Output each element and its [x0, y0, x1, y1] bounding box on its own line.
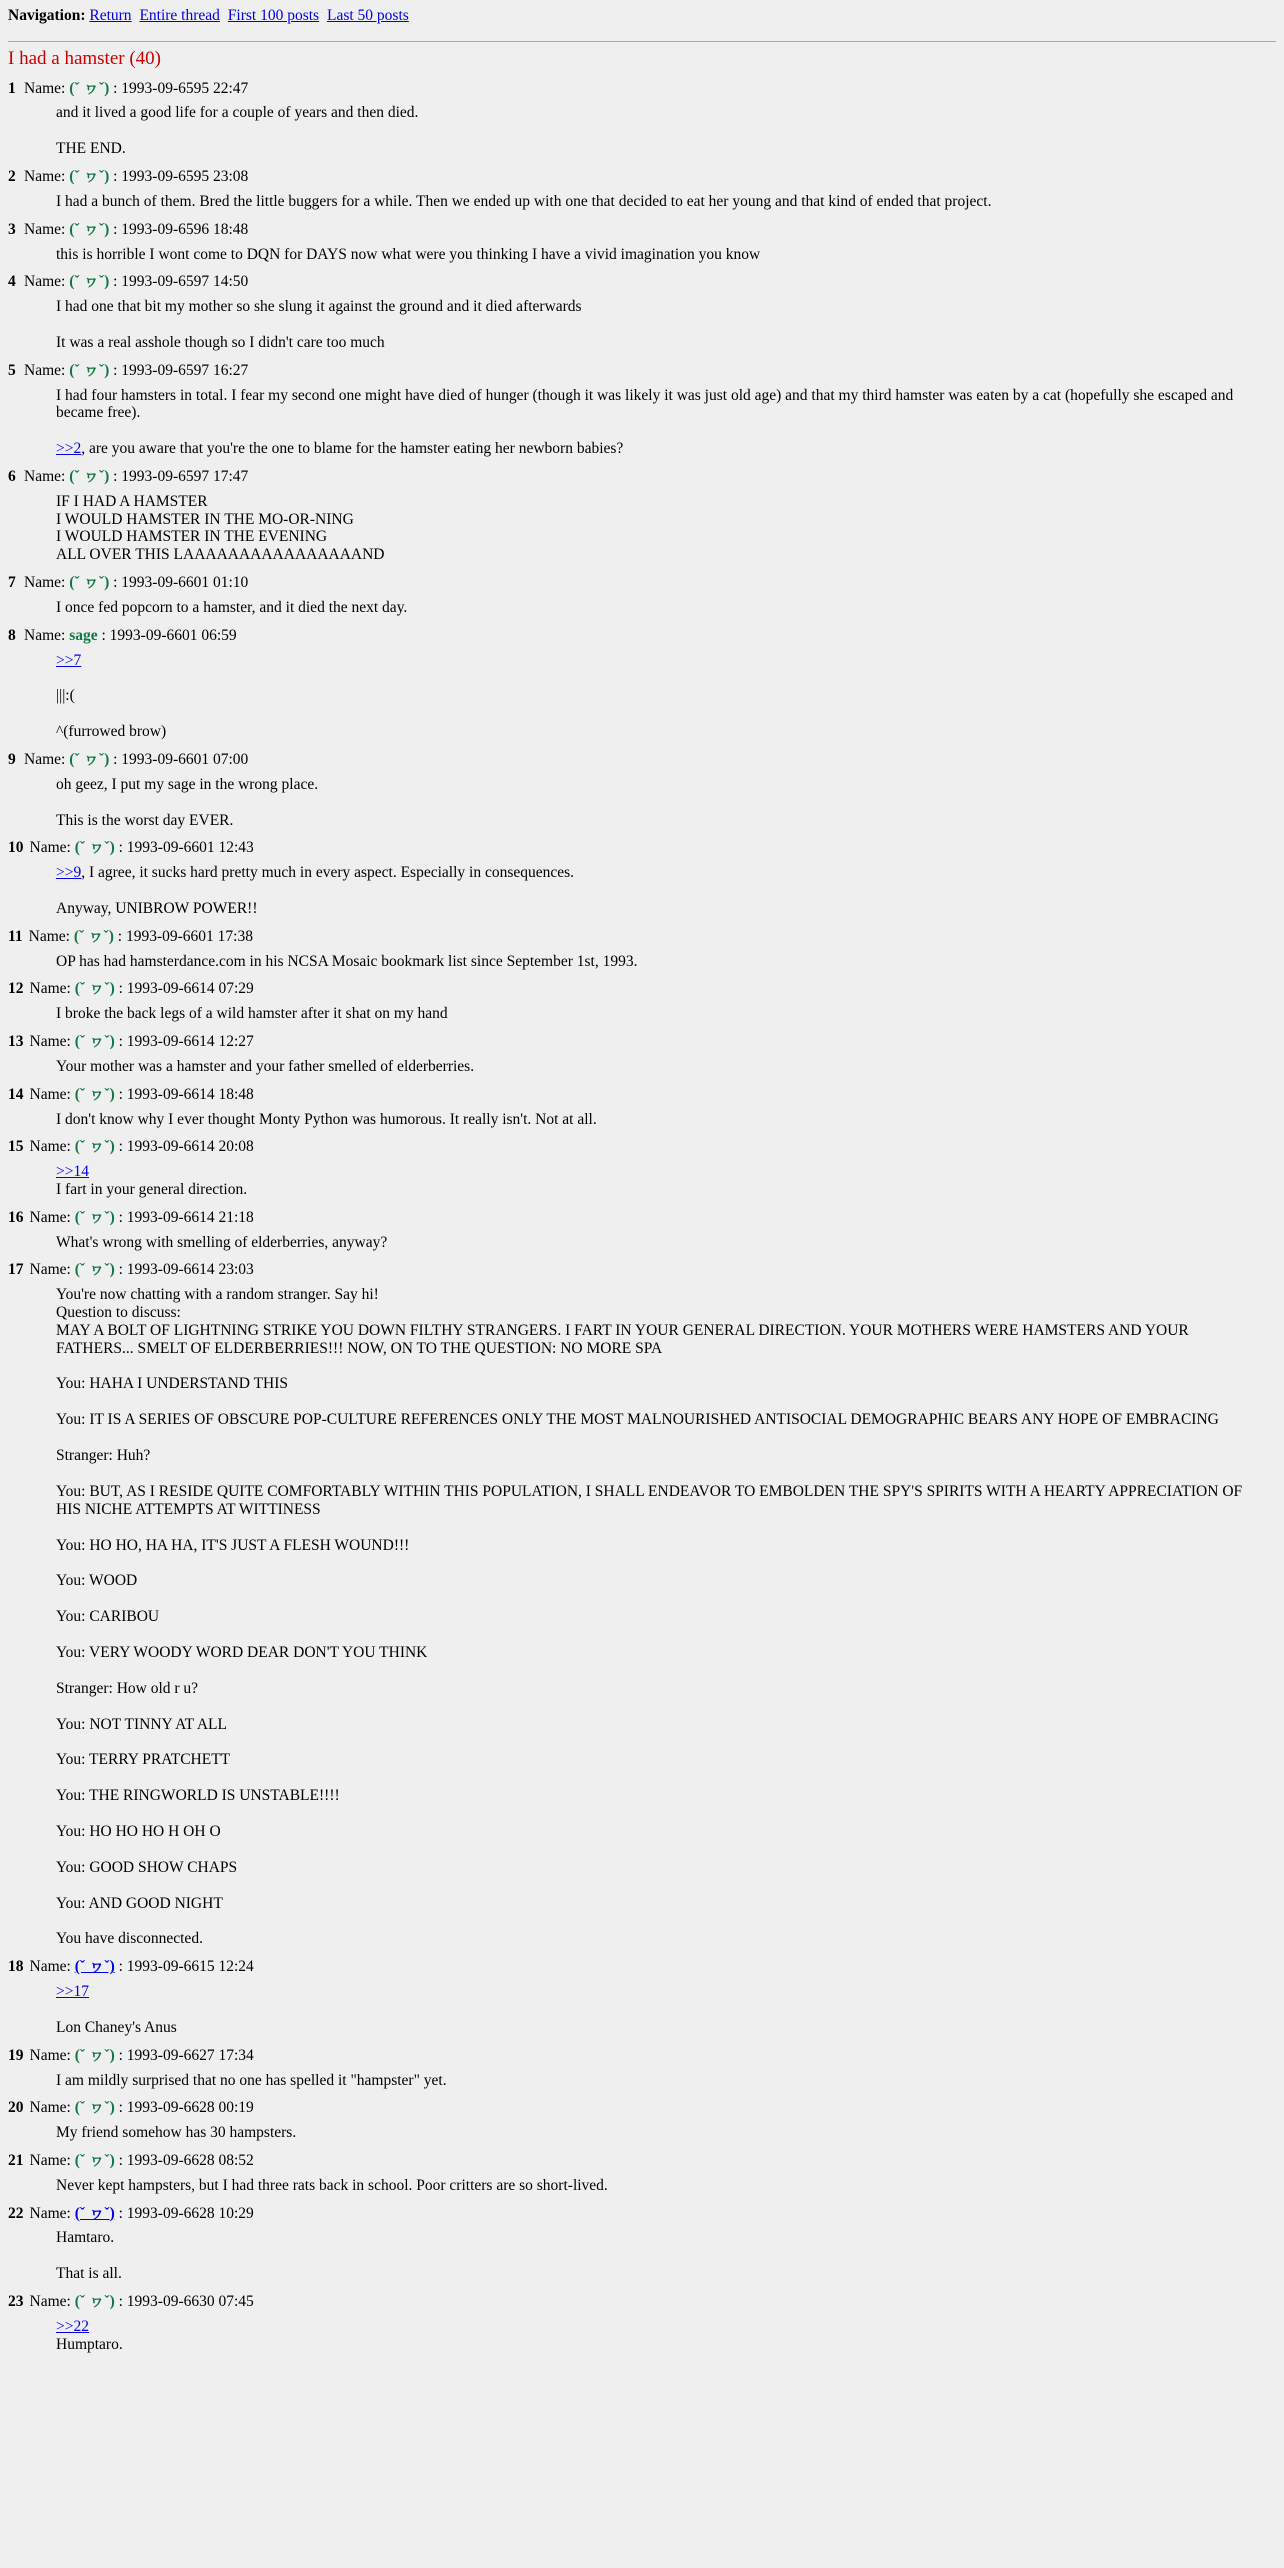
post-number: 14 — [8, 1085, 24, 1103]
post-header — [8, 80, 1276, 98]
name-label: Name: — [29, 839, 75, 857]
post — [8, 168, 1276, 211]
poster-name: (ˇ ヮˇ) — [69, 273, 110, 291]
post-text: You: AND GOOD NIGHT — [56, 1894, 223, 1912]
poster-name: (ˇ ヮˇ) — [74, 1033, 115, 1051]
post — [8, 2152, 1276, 2195]
name-label: Name: — [24, 626, 70, 644]
post — [8, 1138, 1276, 1198]
post-date: : 1993-09-6601 01:10 — [109, 574, 249, 592]
post-lines — [56, 493, 1256, 564]
post-line: I WOULD HAMSTER IN THE EVENING — [56, 528, 328, 546]
post-body — [56, 2072, 1256, 2090]
post — [8, 2047, 1276, 2090]
post-header — [8, 168, 1276, 186]
post-text: My friend somehow has 30 hampsters. — [56, 2124, 297, 2142]
name-label: Name: — [24, 750, 70, 768]
post-body — [56, 298, 1256, 352]
post-text: I had one that bit my mother so she slung it against the ground and it died afterwards — [56, 298, 582, 316]
post-header — [8, 221, 1276, 239]
post-text: ^(furrowed brow) — [56, 723, 167, 741]
name-label: Name: — [29, 1261, 75, 1279]
post-body — [56, 1234, 1256, 1252]
post-header — [8, 839, 1276, 857]
poster-name[interactable]: (ˇ ヮˇ) — [74, 2204, 115, 2222]
post-body — [56, 387, 1256, 458]
poster-name[interactable]: (ˇ ヮˇ) — [74, 1958, 115, 1976]
post-date: : 1993-09-6627 17:34 — [114, 2046, 254, 2064]
post — [8, 221, 1276, 264]
poster-name: (ˇ ヮˇ) — [74, 1138, 115, 1156]
name-label: Name: — [24, 361, 70, 379]
post-body — [56, 864, 1256, 918]
post-text: I am mildly surprised that no one has spelled it "hampster" yet. — [56, 2071, 447, 2089]
post-body — [56, 2177, 1256, 2195]
poster-name: (ˇ ヮˇ) — [69, 168, 110, 186]
reply-link[interactable]: >>7 — [56, 651, 82, 669]
post — [8, 1958, 1276, 2036]
post — [8, 362, 1276, 458]
poster-name: (ˇ ヮˇ) — [74, 1208, 115, 1226]
post-body — [56, 1111, 1256, 1129]
thread-title: I had a hamster (40) — [8, 47, 161, 69]
post-text: Your mother was a hamster and your father smelled of elderberries. — [56, 1057, 475, 1075]
post-number: 6 — [8, 468, 16, 486]
poster-name: (ˇ ヮˇ) — [69, 468, 110, 486]
name-label: Name: — [29, 2046, 75, 2064]
post-number: 22 — [8, 2204, 24, 2222]
post — [8, 273, 1276, 351]
post-body — [56, 1163, 1256, 1199]
name-label: Name: — [29, 1958, 75, 1976]
post-text: You: BUT, AS I RESIDE QUITE COMFORTABLY WITHIN THIS POPULATION, I SHALL ENDEAVOR TO EMBOLDEN THE SPY'S SPIRITS WITH A HEARTY APPRECIATION OF HIS NICHE ATTEMPTS AT WITTINESS — [56, 1482, 1243, 1518]
name-label: Name: — [24, 220, 70, 238]
nav-link-entire-thread[interactable]: Entire thread — [139, 7, 220, 24]
post-number: 4 — [8, 273, 16, 291]
post-date: : 1993-09-6614 20:08 — [114, 1138, 254, 1156]
poster-name: (ˇ ヮˇ) — [74, 839, 115, 857]
post — [8, 1086, 1276, 1129]
post-header — [8, 1209, 1276, 1227]
post-body — [56, 776, 1256, 830]
post-number: 5 — [8, 361, 16, 379]
reply-text: , are you aware that you're the one to blame for the hamster eating her newborn babies? — [81, 440, 624, 458]
post-date: : 1993-09-6596 18:48 — [109, 220, 249, 238]
post — [8, 751, 1276, 829]
post-body — [56, 1005, 1256, 1023]
post-date: : 1993-09-6601 17:38 — [113, 927, 253, 945]
post-text: You: NOT TINNY AT ALL — [56, 1715, 227, 1733]
post-number: 18 — [8, 1958, 24, 1976]
post-lines — [56, 1286, 1256, 1357]
poster-name: (ˇ ヮˇ) — [74, 1261, 115, 1279]
name-label: Name: — [29, 2099, 75, 2117]
poster-name: (ˇ ヮˇ) — [74, 2046, 115, 2064]
post — [8, 627, 1276, 741]
post-text: You: HAHA I UNDERSTAND THIS — [56, 1375, 289, 1393]
post-date: : 1993-09-6614 12:27 — [114, 1033, 254, 1051]
post-text: I broke the back legs of a wild hamster after it shat on my hand — [56, 1005, 448, 1023]
post-header — [8, 468, 1276, 486]
poster-name: (ˇ ヮˇ) — [74, 2293, 115, 2311]
name-label: Name: — [29, 2151, 75, 2169]
post-text — [56, 864, 1256, 882]
post-text: and it lived a good life for a couple of years and then died. — [56, 104, 419, 122]
reply-link[interactable]: >>9 — [56, 864, 82, 882]
navigation-bar — [8, 7, 1276, 25]
post-text: You: THE RINGWORLD IS UNSTABLE!!!! — [56, 1787, 340, 1805]
post-number: 20 — [8, 2099, 24, 2117]
post — [8, 468, 1276, 564]
post-list — [8, 80, 1276, 2354]
post-body — [56, 2124, 1256, 2142]
post-date: : 1993-09-6597 16:27 — [109, 361, 249, 379]
post-number: 8 — [8, 626, 16, 644]
post-date: : 1993-09-6628 00:19 — [114, 2099, 254, 2117]
post — [8, 2293, 1276, 2353]
name-label: Name: — [29, 1208, 75, 1226]
post-text: I fart in your general direction. — [56, 1180, 248, 1198]
reply-link-line — [56, 1163, 1256, 1181]
post-number: 13 — [8, 1033, 24, 1051]
post-header — [8, 627, 1276, 645]
post-text: I had a bunch of them. Bred the little buggers for a while. Then we ended up with one that decided to eat her young and that kind of ended that project. — [56, 192, 992, 210]
post-text: It was a real asshole though so I didn't care too much — [56, 333, 385, 351]
post-body — [56, 1058, 1256, 1076]
post-date: : 1993-09-6628 08:52 — [114, 2151, 254, 2169]
post-number: 1 — [8, 79, 16, 97]
poster-name: (ˇ ヮˇ) — [69, 79, 110, 97]
post — [8, 1209, 1276, 1252]
post-text: Lon Chaney's Anus — [56, 2018, 177, 2036]
poster-name: (ˇ ヮˇ) — [69, 361, 110, 379]
name-label: Name: — [28, 927, 74, 945]
post-header — [8, 2293, 1276, 2311]
post-text: This is the worst day EVER. — [56, 811, 234, 829]
post-header — [8, 574, 1276, 592]
post-text: this is horrible I wont come to DQN for DAYS now what were you thinking I have a vivid imagination you know — [56, 245, 761, 263]
reply-text: , I agree, it sucks hard pretty much in every aspect. Especially in consequences. — [81, 864, 575, 882]
poster-name: (ˇ ヮˇ) — [74, 1085, 115, 1103]
post-date: : 1993-09-6601 12:43 — [114, 839, 254, 857]
post-body — [56, 953, 1256, 971]
post-header — [8, 273, 1276, 291]
post-header — [8, 2047, 1276, 2065]
post-date: : 1993-09-6614 07:29 — [114, 980, 254, 998]
post-text: Hamtaro. — [56, 2229, 115, 2247]
post-text: Never kept hampsters, but I had three rats back in school. Poor critters are so short-lived. — [56, 2176, 608, 2194]
post-date: : 1993-09-6595 23:08 — [109, 168, 249, 186]
reply-link[interactable]: >>2 — [56, 440, 82, 458]
post-header — [8, 2099, 1276, 2117]
poster-name: (ˇ ヮˇ) — [69, 574, 110, 592]
post-header — [8, 1138, 1276, 1156]
post-number: 3 — [8, 220, 16, 238]
post-number: 7 — [8, 574, 16, 592]
post — [8, 980, 1276, 1023]
post — [8, 2099, 1276, 2142]
post-text: Humptaro. — [56, 2335, 123, 2353]
post-text: oh geez, I put my sage in the wrong place. — [56, 775, 319, 793]
nav-link-return[interactable]: Return — [89, 7, 132, 24]
post-line: ALL OVER THIS LAAAAAAAAAAAAAAAAND — [56, 546, 385, 564]
post-date: : 1993-09-6630 07:45 — [114, 2293, 254, 2311]
post-header — [8, 1261, 1276, 1279]
name-label: Name: — [24, 168, 70, 186]
reply-link-line — [56, 1983, 1256, 2001]
post — [8, 1261, 1276, 1948]
post-date: : 1993-09-6628 10:29 — [114, 2204, 254, 2222]
post — [8, 1033, 1276, 1076]
reply-link[interactable]: >>14 — [56, 1163, 89, 1181]
post-header — [8, 2152, 1276, 2170]
post-header — [8, 1033, 1276, 1051]
poster-name: (ˇ ヮˇ) — [69, 220, 110, 238]
post-body — [56, 599, 1256, 617]
post-body — [56, 246, 1256, 264]
post-body — [56, 493, 1256, 564]
post-text: I had four hamsters in total. I fear my second one might have died of hunger (though it was likely it was just old age) and that my third hamster was eaten by a cat (hopefully she escaped and became free). — [56, 386, 1234, 422]
post-number: 19 — [8, 2046, 24, 2064]
post-text: You: VERY WOODY WORD DEAR DON'T YOU THINK — [56, 1643, 428, 1661]
name-label: Name: — [29, 2293, 75, 2311]
poster-name: (ˇ ヮˇ) — [74, 2099, 115, 2117]
post-text: OP has had hamsterdance.com in his NCSA Mosaic bookmark list since September 1st, 1993. — [56, 952, 638, 970]
post-header — [8, 1086, 1276, 1104]
name-label: Name: — [24, 468, 70, 486]
post-text: You: IT IS A SERIES OF OBSCURE POP-CULTURE REFERENCES ONLY THE MOST MALNOURISHED ANTISOCIAL DEMOGRAPHIC BEARS ANY HOPE OF EMBRACING — [56, 1411, 1219, 1429]
post-number: 21 — [8, 2151, 24, 2169]
post-text: I don't know why I ever thought Monty Python was humorous. It really isn't. Not at all. — [56, 1110, 597, 1128]
post-number: 16 — [8, 1208, 24, 1226]
reply-link[interactable]: >>22 — [56, 2317, 89, 2335]
post — [8, 928, 1276, 971]
post-number: 17 — [8, 1261, 24, 1279]
post-body — [56, 1983, 1256, 2037]
name-label: Name: — [29, 2204, 75, 2222]
post-body — [56, 652, 1256, 741]
post-number: 2 — [8, 168, 16, 186]
post-text: That is all. — [56, 2265, 122, 2283]
post-text: THE END. — [56, 140, 126, 158]
post-body — [56, 2318, 1256, 2354]
post-date: : 1993-09-6614 23:03 — [114, 1261, 254, 1279]
post-date: : 1993-09-6595 22:47 — [109, 79, 249, 97]
reply-link-line — [56, 652, 1256, 670]
post-text: Anyway, UNIBROW POWER!! — [56, 900, 258, 918]
divider — [8, 41, 1276, 42]
poster-name: (ˇ ヮˇ) — [74, 2151, 115, 2169]
post — [8, 574, 1276, 617]
post-body — [56, 1286, 1256, 1948]
nav-link-last-50[interactable]: Last 50 posts — [326, 7, 409, 24]
post-header — [8, 1958, 1276, 1976]
reply-link[interactable]: >>17 — [56, 1983, 89, 2001]
post-date: : 1993-09-6614 21:18 — [114, 1208, 254, 1226]
post-text: What's wrong with smelling of elderberries, anyway? — [56, 1233, 388, 1251]
post-text: You: HO HO, HA HA, IT'S JUST A FLESH WOUND!!! — [56, 1536, 410, 1554]
post-date: : 1993-09-6614 18:48 — [114, 1085, 254, 1103]
post-header — [8, 751, 1276, 769]
post-date: : 1993-09-6601 07:00 — [109, 750, 249, 768]
post — [8, 2205, 1276, 2283]
poster-name: (ˇ ヮˇ) — [69, 750, 110, 768]
post-line: Question to discuss: — [56, 1304, 181, 1322]
post-text: You: TERRY PRATCHETT — [56, 1751, 231, 1769]
post-number: 15 — [8, 1138, 24, 1156]
post — [8, 839, 1276, 917]
post-body — [56, 193, 1256, 211]
name-label: Name: — [29, 1033, 75, 1051]
post-text: You: GOOD SHOW CHAPS — [56, 1858, 238, 1876]
post-body — [56, 2229, 1256, 2283]
poster-name: sage — [69, 626, 98, 644]
poster-name: (ˇ ヮˇ) — [73, 927, 114, 945]
post-header — [8, 362, 1276, 380]
post-text: You: HO HO HO H OH O — [56, 1823, 221, 1841]
post-text: You have disconnected. — [56, 1930, 203, 1948]
post-line: You're now chatting with a random stranger. Say hi! — [56, 1286, 379, 1304]
post-line: I WOULD HAMSTER IN THE MO-OR-NING — [56, 510, 354, 528]
nav-link-first-100[interactable]: First 100 posts — [227, 7, 320, 24]
name-label: Name: — [29, 980, 75, 998]
post-line: IF I HAD A HAMSTER — [56, 492, 208, 510]
post-header — [8, 2205, 1276, 2223]
post-date: : 1993-09-6597 17:47 — [109, 468, 249, 486]
post-number: 9 — [8, 750, 16, 768]
post-text: Stranger: Huh? — [56, 1447, 151, 1465]
name-label: Name: — [24, 79, 70, 97]
post-body — [56, 104, 1256, 158]
post — [8, 80, 1276, 158]
post-date: : 1993-09-6601 06:59 — [97, 626, 237, 644]
post-text: You: CARIBOU — [56, 1608, 160, 1626]
post-header — [8, 928, 1276, 946]
post-date: : 1993-09-6615 12:24 — [114, 1958, 254, 1976]
poster-name: (ˇ ヮˇ) — [74, 980, 115, 998]
post-text: Stranger: How old r u? — [56, 1679, 199, 1697]
navigation-label: Navigation: — [8, 7, 86, 24]
post-text: You: WOOD — [56, 1572, 138, 1590]
post-date: : 1993-09-6597 14:50 — [109, 273, 249, 291]
post-text: |||:( — [56, 687, 75, 705]
post-text: I once fed popcorn to a hamster, and it died the next day. — [56, 598, 408, 616]
post-number: 23 — [8, 2293, 24, 2311]
name-label: Name: — [24, 273, 70, 291]
name-label: Name: — [29, 1138, 75, 1156]
post-number: 12 — [8, 980, 24, 998]
name-label: Name: — [29, 1085, 75, 1103]
post-header — [8, 980, 1276, 998]
post-text — [56, 440, 1256, 458]
post-number: 10 — [8, 839, 24, 857]
post-line: MAY A BOLT OF LIGHTNING STRIKE YOU DOWN FILTHY STRANGERS. I FART IN YOUR GENERAL DIRECTION. YOUR MOTHERS WERE HAMSTERS AND YOUR FATHERS... SMELT OF ELDERBERRIES!!! NOW, ON TO THE QUESTION: NO MORE SPA — [56, 1321, 1189, 1357]
reply-link-line — [56, 2318, 1256, 2336]
post-number: 11 — [8, 927, 23, 945]
name-label: Name: — [24, 574, 70, 592]
